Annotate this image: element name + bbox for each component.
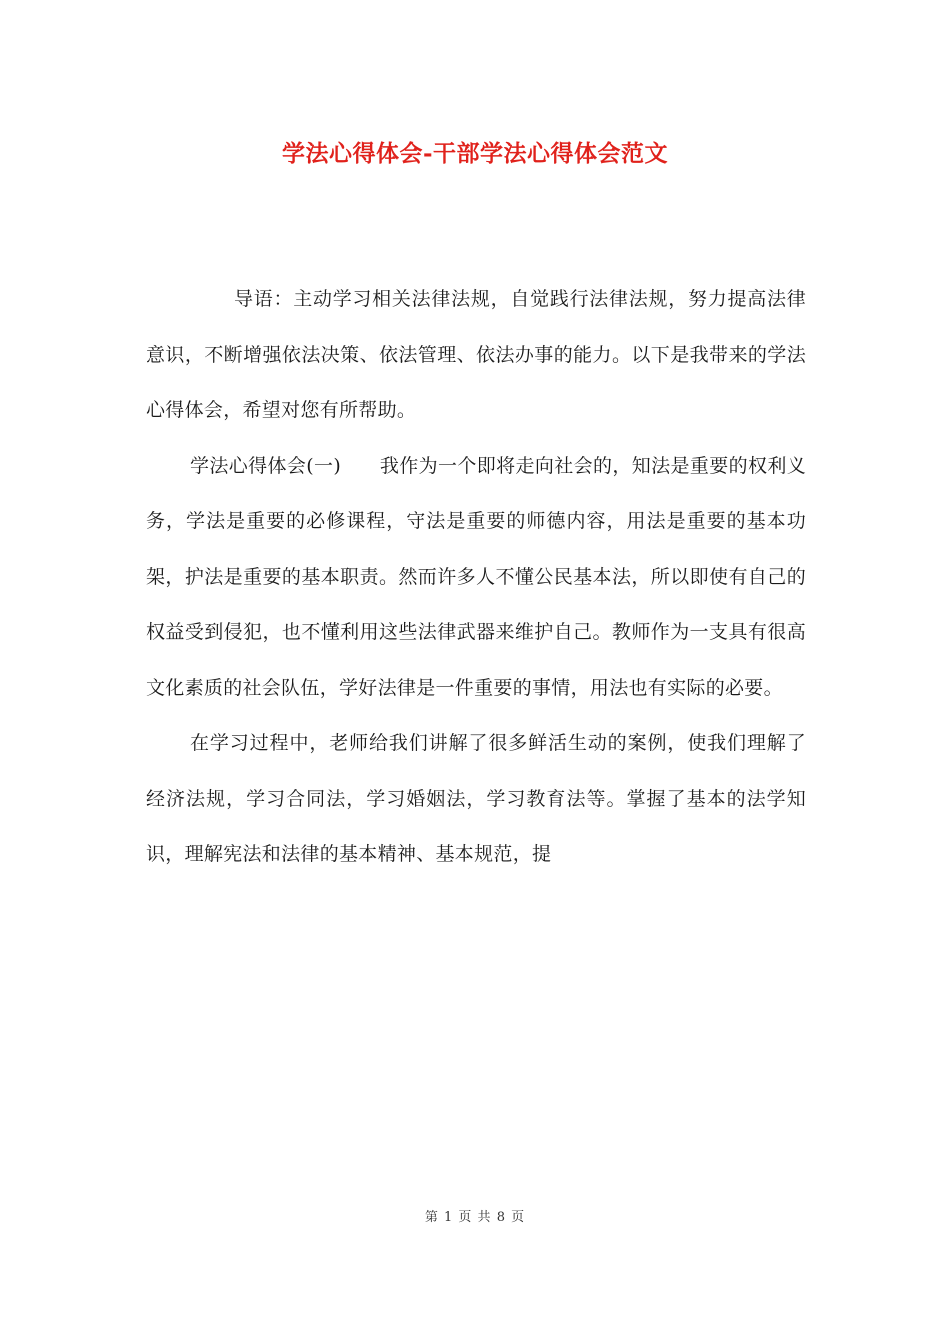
body-paragraph: 在学习过程中，老师给我们讲解了很多鲜活生动的案例，使我们理解了经济法规，学习合同法，学习婚姻法，学习教育法等。掌握了基本的法学知识，理解宪法和法律的基本精神、基本规范，提 [146, 732, 806, 865]
body-paragraph: 学法心得体会(一) 我作为一个即将走向社会的，知法是重要的权利义务，学法是重要的必修课程，守法是重要的师德内容，用法是重要的基本功架，护法是重要的基本职责。然而许多人不懂公民基本法，所以即使有自己的权益受到侵犯，也不懂利用这些法律武器来维护自己。教师作为一支具有很高文化素质的社会队伍，学好法律是一件重要的事情，用法也有实际的必要。 [146, 454, 806, 699]
intro-paragraph: 导语：主动学习相关法律法规，自觉践行法律法规，努力提高法律意识，不断增强依法决策、依法管理、依法办事的能力。以下是我带来的学法心得体会，希望对您有所帮助。 [146, 288, 806, 421]
document-body [146, 272, 806, 883]
document-title: 学法心得体会-干部学法心得体会范文 [281, 140, 669, 167]
page-number-footer: 第 1 页 共 8 页 [424, 1210, 526, 1225]
